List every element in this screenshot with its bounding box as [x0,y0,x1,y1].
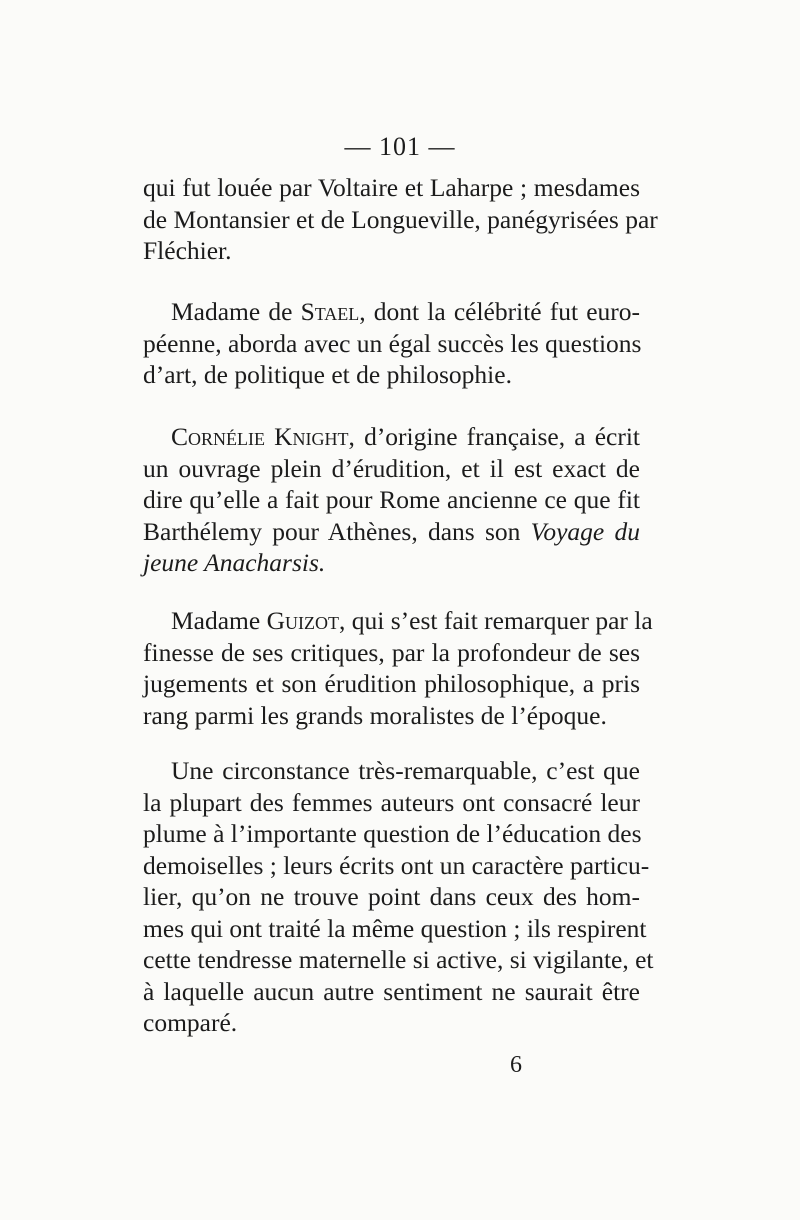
text-line: comparé. [143,1008,238,1037]
text-line [143,421,640,453]
paragraph-5 [143,755,654,1039]
text-line [143,296,640,328]
book-title: Voyage du [530,516,640,546]
text-line: finesse de ses critiques, par la profondeur de ses [143,637,640,667]
author-name: Guizot [266,606,339,635]
text-line: d’art, de politique et de philosophie. [143,360,512,389]
paragraph-2 [143,296,640,391]
text-line: rang parmi les grands moralistes de l’époque. [143,700,607,730]
text-line: un ouvrage plein d’érudition, et il est exact de [143,453,640,483]
text-line: la plupart des femmes auteurs ont consacré leur [143,787,640,817]
text-line: mes qui ont traité la même question ; ils respirent [143,913,647,943]
author-name: Stael [300,297,360,326]
text-line: dire qu’elle a fait pour Rome ancienne ce que fit [143,485,640,514]
text-line: jugements et son érudition philosophique, a pris [143,669,640,698]
text-line: péenne, aborda avec un égal succès les questions [143,328,642,358]
text-run: Madame [171,606,267,635]
text-line: plume à l’importante question de l’éducation des [143,819,642,848]
page-number: — 101 — [344,132,456,161]
text-line [143,516,640,548]
text-run: Barthélemy pour Athènes, dans son [143,516,531,546]
text-line: qui fut louée par Voltaire et Laharpe ; mesdames [143,173,640,202]
book-title: jeune Anacharsis. [143,548,326,577]
text-line: Une circonstance très-remarquable, c’est que [171,756,640,785]
text-line: de Montansier et de Longueville, panégyrisées par [143,204,658,234]
author-name: Cornélie Knight [171,422,349,451]
signature-mark: 6 [510,1052,522,1078]
text-line: cette tendresse maternelle si active, si vigilante, et [143,945,654,974]
text-run: Madame de [171,297,301,326]
text-line: demoiselles ; leurs écrits ont un caractère particu- [143,850,650,880]
text-line: Fléchier. [143,236,232,265]
text-run: , dont la célébrité fut euro- [359,297,640,326]
paragraph-4 [143,605,653,731]
text-run: , d’origine française, a écrit [348,422,640,451]
paragraph-1 [143,172,658,267]
text-line: à laquelle aucun autre sentiment ne saurait être [143,976,640,1006]
text-line [143,605,653,637]
text-line: lier, qu’on ne trouve point dans ceux des hom- [143,882,640,911]
paragraph-3 [143,421,640,579]
text-run: , qui s’est fait remarquer par la [339,606,653,635]
